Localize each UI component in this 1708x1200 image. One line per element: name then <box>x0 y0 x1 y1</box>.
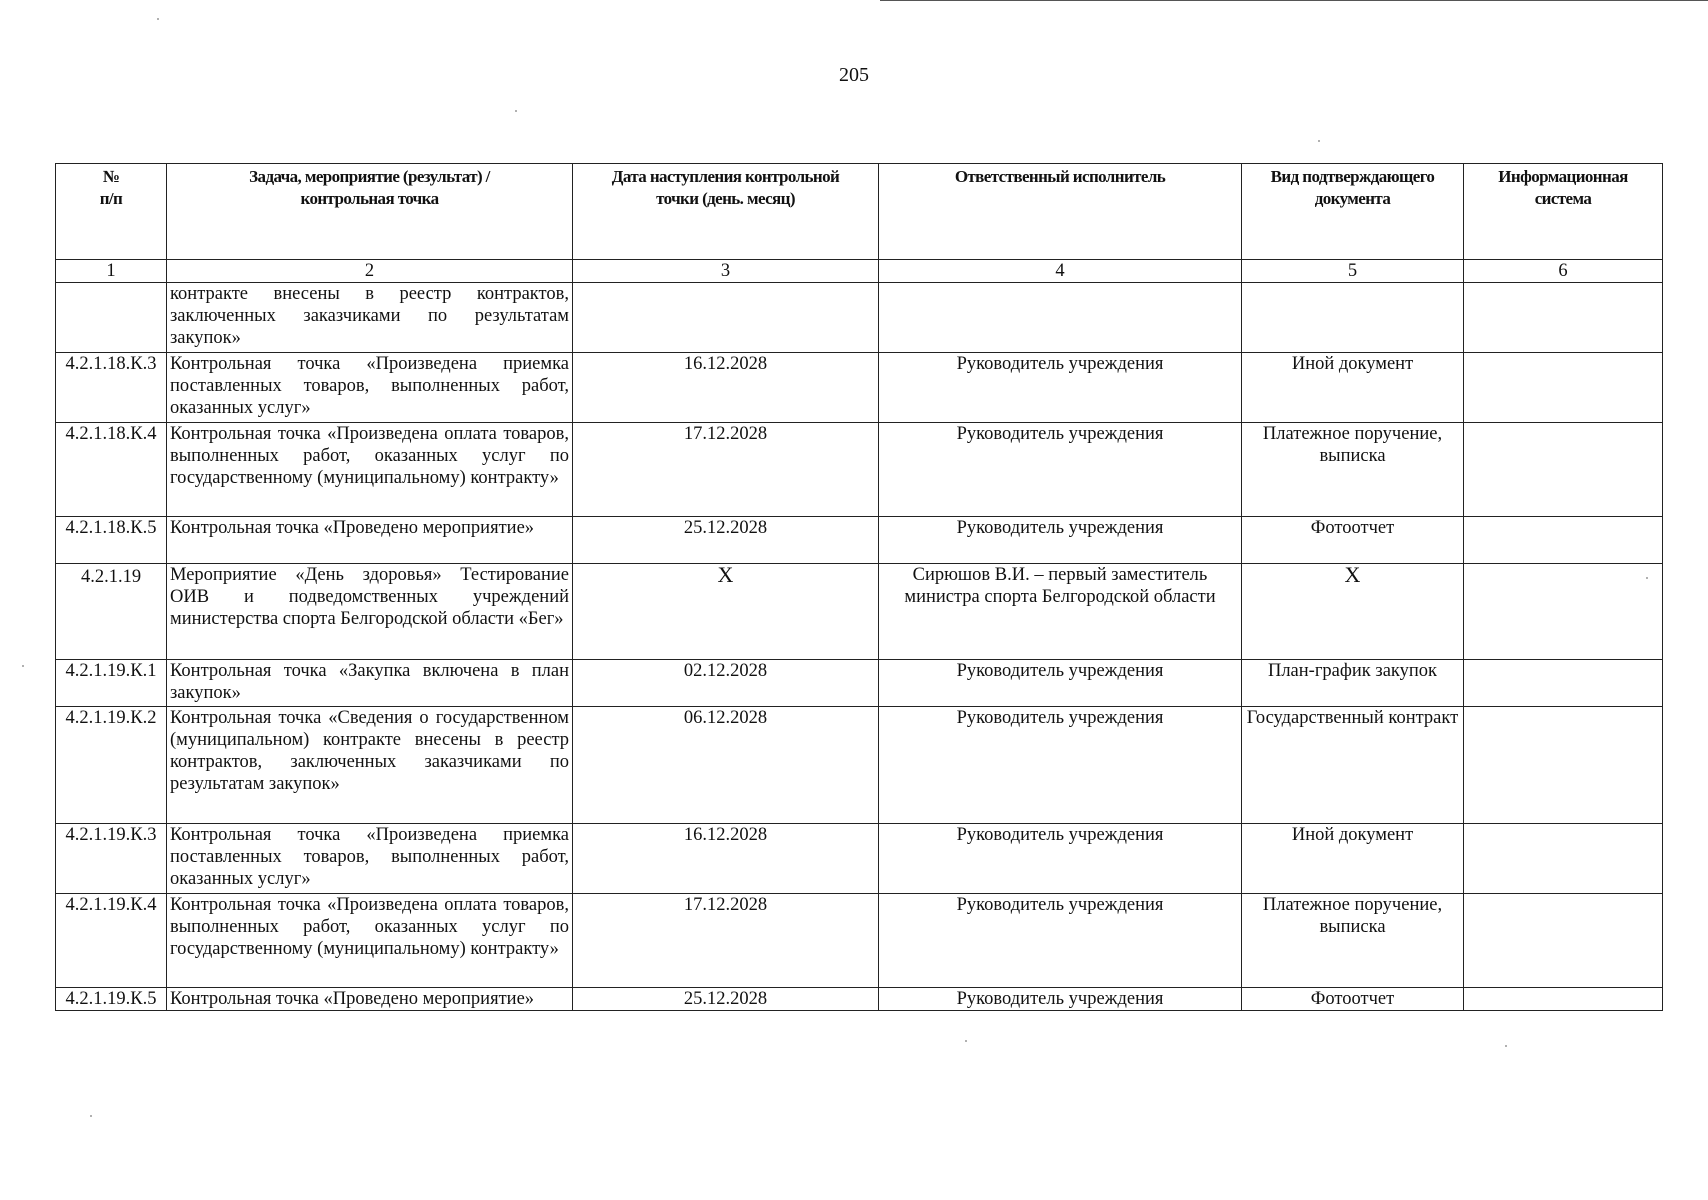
header-date: Дата наступления контрольной точки (день. месяц) <box>573 164 879 260</box>
row-executor: Руководитель учреждения <box>879 660 1242 707</box>
row-task: Контрольная точка «Произведена оплата товаров, выполненных работ, оказанных услуг по государственному (муниципальному) контракту» <box>167 423 573 517</box>
row-number: 4.2.1.19.К.4 <box>56 894 167 988</box>
row-date: 16.12.2028 <box>573 353 879 423</box>
column-number: 5 <box>1242 260 1464 283</box>
column-number: 1 <box>56 260 167 283</box>
row-task: Контрольная точка «Сведения о государственном (муниципальном) контракте внесены в реестр контрактов, заключенных заказчиками по результатам закупок» <box>167 707 573 824</box>
row-number: 4.2.1.19.К.5 <box>56 988 167 1011</box>
row-task: контракте внесены в реестр контрактов, заключенных заказчиками по результатам закупок» <box>167 283 573 353</box>
column-number: 4 <box>879 260 1242 283</box>
scan-speck <box>1318 140 1320 142</box>
row-task: Контрольная точка «Проведено мероприятие» <box>167 988 573 1011</box>
row-date: 17.12.2028 <box>573 423 879 517</box>
row-number: 4.2.1.19.К.2 <box>56 707 167 824</box>
control-points-table <box>55 163 1663 1011</box>
row-executor: Руководитель учреждения <box>879 353 1242 423</box>
header-document: Вид подтверждающего документа <box>1242 164 1464 260</box>
table-row <box>56 988 1663 1011</box>
row-document: X <box>1242 564 1464 660</box>
header-executor: Ответственный исполнитель <box>879 164 1242 260</box>
scan-speck <box>22 665 24 667</box>
column-number: 6 <box>1464 260 1663 283</box>
row-system <box>1464 988 1663 1011</box>
scan-speck <box>965 1040 967 1042</box>
row-system <box>1464 564 1663 660</box>
scan-speck <box>90 1115 92 1117</box>
row-document: Иной документ <box>1242 353 1464 423</box>
table-row <box>56 564 1663 660</box>
row-date <box>573 283 879 353</box>
row-system <box>1464 353 1663 423</box>
row-task: Контрольная точка «Произведена приемка поставленных товаров, выполненных работ, оказанных услуг» <box>167 353 573 423</box>
row-executor: Руководитель учреждения <box>879 517 1242 564</box>
row-number: 4.2.1.18.К.3 <box>56 353 167 423</box>
row-number: 4.2.1.18.К.4 <box>56 423 167 517</box>
row-document: Государственный контракт <box>1242 707 1464 824</box>
row-number: 4.2.1.19 <box>56 564 167 660</box>
table-row <box>56 824 1663 894</box>
table-row <box>56 894 1663 988</box>
row-executor: Сирюшов В.И. – первый заместитель министра спорта Белгородской области <box>879 564 1242 660</box>
row-document: Фотоотчет <box>1242 988 1464 1011</box>
row-executor <box>879 283 1242 353</box>
row-date: 02.12.2028 <box>573 660 879 707</box>
column-number: 3 <box>573 260 879 283</box>
row-system <box>1464 824 1663 894</box>
row-executor: Руководитель учреждения <box>879 894 1242 988</box>
top-edge-rule <box>880 0 1708 1</box>
row-system <box>1464 660 1663 707</box>
table-header-row <box>56 164 1663 260</box>
row-executor: Руководитель учреждения <box>879 423 1242 517</box>
row-number <box>56 283 167 353</box>
column-number: 2 <box>167 260 573 283</box>
header-task: Задача, мероприятие (результат) / контрольная точка <box>167 164 573 260</box>
row-executor: Руководитель учреждения <box>879 824 1242 894</box>
row-date: 16.12.2028 <box>573 824 879 894</box>
scan-speck <box>1646 577 1648 579</box>
column-numbers-row <box>56 260 1663 283</box>
row-task: Мероприятие «День здоровья» Тестирование ОИВ и подведомственных учреждений министерства спорта Белгородской области «Бег» <box>167 564 573 660</box>
row-system <box>1464 707 1663 824</box>
row-document <box>1242 283 1464 353</box>
row-date: 06.12.2028 <box>573 707 879 824</box>
row-date: 25.12.2028 <box>573 517 879 564</box>
table-row <box>56 660 1663 707</box>
row-system <box>1464 517 1663 564</box>
scan-speck <box>157 18 159 20</box>
row-system <box>1464 423 1663 517</box>
row-number: 4.2.1.18.К.5 <box>56 517 167 564</box>
row-document: Фотоотчет <box>1242 517 1464 564</box>
row-number: 4.2.1.19.К.1 <box>56 660 167 707</box>
row-system <box>1464 894 1663 988</box>
row-date: X <box>573 564 879 660</box>
row-task: Контрольная точка «Произведена приемка поставленных товаров, выполненных работ, оказанных услуг» <box>167 824 573 894</box>
row-number: 4.2.1.19.К.3 <box>56 824 167 894</box>
row-document: Платежное поручение, выписка <box>1242 894 1464 988</box>
row-document: План-график закупок <box>1242 660 1464 707</box>
row-executor: Руководитель учреждения <box>879 707 1242 824</box>
table-row <box>56 423 1663 517</box>
row-task: Контрольная точка «Проведено мероприятие» <box>167 517 573 564</box>
scan-speck <box>1505 1045 1507 1047</box>
header-system: Информационная система <box>1464 164 1663 260</box>
row-system <box>1464 283 1663 353</box>
row-date: 17.12.2028 <box>573 894 879 988</box>
page-number: 205 <box>839 64 869 86</box>
scan-speck <box>515 110 517 112</box>
row-executor: Руководитель учреждения <box>879 988 1242 1011</box>
row-document: Иной документ <box>1242 824 1464 894</box>
table-row <box>56 517 1663 564</box>
row-task: Контрольная точка «Закупка включена в план закупок» <box>167 660 573 707</box>
row-document: Платежное поручение, выписка <box>1242 423 1464 517</box>
header-number: № п/п <box>56 164 167 260</box>
row-task: Контрольная точка «Произведена оплата товаров, выполненных работ, оказанных услуг по государственному (муниципальному) контракту» <box>167 894 573 988</box>
table-row <box>56 707 1663 824</box>
table-row <box>56 353 1663 423</box>
row-date: 25.12.2028 <box>573 988 879 1011</box>
table-row <box>56 283 1663 353</box>
